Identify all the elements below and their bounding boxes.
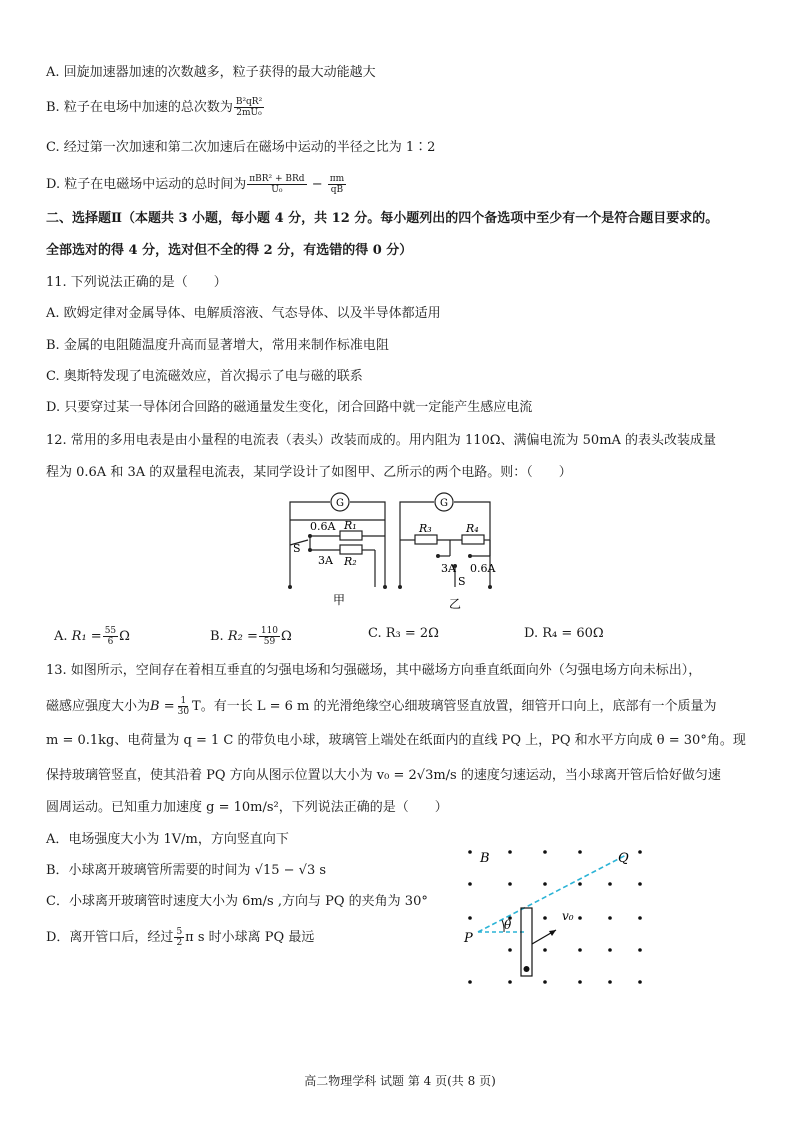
q12-option-d: D. R₄ = 60Ω xyxy=(524,626,604,641)
option-label: B. xyxy=(210,629,224,644)
glass-tube xyxy=(521,908,532,976)
q10-option-d xyxy=(46,174,347,195)
fraction-numerator: πBR² + BRd xyxy=(249,174,305,184)
fraction-denominator: 30 xyxy=(177,707,190,717)
label-q: Q xyxy=(618,851,629,866)
q13-stem-line1: 13. 如图所示，空间存在着相互垂直的匀强电场和匀强磁场，其中磁场方向垂直纸面向外（匀强电场方向未标出）， xyxy=(46,663,702,678)
fraction-numerator: B²qR² xyxy=(235,97,263,107)
q10-option-b-fraction xyxy=(234,97,264,118)
section2-heading-line2: 全部选对的得 4 分，选对但不全的得 2 分，有选错的得 0 分） xyxy=(46,243,413,258)
q13-option-b: B．小球离开玻璃管所需要的时间为 √15 − √3 s xyxy=(46,863,327,878)
q13-line2-fraction xyxy=(176,696,191,717)
fraction-denominator: 59 xyxy=(263,637,276,647)
q12-option-b xyxy=(210,626,292,647)
q10-option-b-text: B. 粒子在电场中加速的总次数为 xyxy=(46,100,233,115)
line-pq xyxy=(478,854,628,932)
q12-stem-line1: 12. 常用的多用电表是由小量程的电流表（表头）改装而成的。用内阻为 110Ω、满偏电流为 50mA 的表头改装成量 xyxy=(46,433,717,448)
q11-option-b: B. 金属的电阻随温度升高而显著增大，常用来制作标准电阻 xyxy=(46,338,389,353)
q12-option-a xyxy=(54,626,130,647)
q13-field-figure xyxy=(460,838,650,988)
q13-stem-line5: 圆周运动。已知重力加速度 g = 10m/s²，下列说法正确的是（ ） xyxy=(46,800,448,815)
q12-option-a-fraction xyxy=(103,626,118,647)
fraction-numerator: 1 xyxy=(180,696,187,706)
label-r2: R₂ xyxy=(344,555,357,568)
q13-option-a: A．电场强度大小为 1V/m，方向竖直向下 xyxy=(46,832,289,847)
label-switch-jia: S xyxy=(293,542,301,555)
option-label: A. xyxy=(54,629,68,644)
label-switch-yi: S xyxy=(458,575,466,588)
label-0.6a-jia: 0.6A xyxy=(310,520,336,533)
option-unit: Ω xyxy=(281,629,292,644)
q11-option-d: D. 只要穿过某一导体闭合回路的磁通量发生变化，闭合回路中就一定能产生感应电流 xyxy=(46,400,533,415)
label-r4: R₄ xyxy=(466,522,479,535)
q13-stem-line4: 保持玻璃管竖直，使其沿着 PQ 方向从图示位置以大小为 v₀ = 2√3m/s 的速度匀速运动，当小球离开管后恰好做匀速 xyxy=(46,768,721,783)
label-0.6a-yi: 0.6A xyxy=(470,562,496,575)
option-var: R₁ = xyxy=(71,629,102,644)
magnetic-field-dots xyxy=(468,850,642,984)
q13-stem-line2 xyxy=(46,696,717,717)
q10-option-d-fraction-2 xyxy=(328,174,346,195)
fraction-denominator: 2mU₀ xyxy=(236,108,262,118)
fraction-denominator: U₀ xyxy=(271,185,283,195)
option-unit: Ω xyxy=(119,629,130,644)
q13-stem-line3: m = 0.1kg、电荷量为 q = 1 C 的带负电小球，玻璃管上端处在纸面内的直线 PQ 上，PQ 和水平方向成 θ = 30°角。现 xyxy=(46,733,746,748)
galvanometer-label-yi: G xyxy=(440,498,448,509)
q13-line2-var-b: B = xyxy=(150,699,175,714)
label-r1: R₁ xyxy=(344,519,357,532)
figure-label-jia: 甲 xyxy=(333,593,346,607)
q12-stem-line2: 程为 0.6A 和 3A 的双量程电流表，某同学设计了如图甲、乙所示的两个电路。则：（ ） xyxy=(46,465,572,480)
fraction-numerator: 5 xyxy=(176,927,183,937)
fraction-numerator: 110 xyxy=(260,626,279,636)
q13-option-d xyxy=(46,927,314,948)
q10-option-d-text: D. 粒子在电磁场中运动的总时间为 xyxy=(46,177,247,192)
label-p: P xyxy=(464,931,473,946)
fraction-numerator: 55 xyxy=(104,626,117,636)
q10-option-c: C. 经过第一次加速和第二次加速后在磁场中运动的半径之比为 1∶2 xyxy=(46,140,436,155)
q13-option-d-text-a: D．离开管口后，经过 xyxy=(46,930,174,945)
label-3a-jia: 3A xyxy=(318,554,333,567)
q10-option-d-fraction-1 xyxy=(247,174,306,195)
q11-stem: 11. 下列说法正确的是（ ） xyxy=(46,275,227,290)
fraction-denominator: 6 xyxy=(107,637,114,647)
q13-option-c: C．小球离开玻璃管时速度大小为 6m/s ,方向与 PQ 的夹角为 30° xyxy=(46,894,428,909)
charged-ball xyxy=(524,966,530,972)
figure-label-yi: 乙 xyxy=(449,597,462,611)
q13-line2-text-a: 磁感应强度大小为 xyxy=(46,699,151,714)
galvanometer-label-jia: G xyxy=(336,498,344,509)
section2-heading-line1: 二、选择题Ⅱ（本题共 3 小题，每小题 4 分，共 12 分。每小题列出的四个备选项中至少有一个是符合题目要求的。 xyxy=(46,211,719,226)
q11-option-c: C. 奥斯特发现了电流磁效应，首次揭示了电与磁的联系 xyxy=(46,369,363,384)
minus-sign: − xyxy=(307,177,327,192)
q13-line2-text-c: T。有一长 L = 6 m 的光滑绝缘空心细玻璃管竖直放置，细管开口向上，底部有一个质量为 xyxy=(192,699,717,714)
label-theta: θ xyxy=(504,918,512,932)
q12-option-b-fraction xyxy=(259,626,280,647)
label-b: B xyxy=(480,851,490,866)
page-footer: 高二物理学科 试题 第 4 页(共 8 页) xyxy=(304,1074,496,1088)
q10-option-a: A. 回旋加速器加速的次数越多，粒子获得的最大动能越大 xyxy=(46,65,376,80)
q13-option-d-fraction xyxy=(174,927,184,948)
label-3a-yi: 3A xyxy=(441,562,456,575)
fraction-numerator: πm xyxy=(329,174,345,184)
q12-circuit-figure xyxy=(280,490,520,612)
fraction-denominator: 2 xyxy=(176,938,183,948)
q12-option-c: C. R₃ = 2Ω xyxy=(368,626,439,641)
option-var: R₂ = xyxy=(227,629,258,644)
q10-option-b xyxy=(46,97,265,118)
fraction-denominator: qB xyxy=(330,185,344,195)
label-v0: v₀ xyxy=(562,909,574,923)
label-r3: R₃ xyxy=(419,522,432,535)
q11-option-a: A. 欧姆定律对金属导体、电解质溶液、气态导体、以及半导体都适用 xyxy=(46,306,441,321)
q13-option-d-text-b: π s 时小球离 PQ 最远 xyxy=(185,930,315,945)
